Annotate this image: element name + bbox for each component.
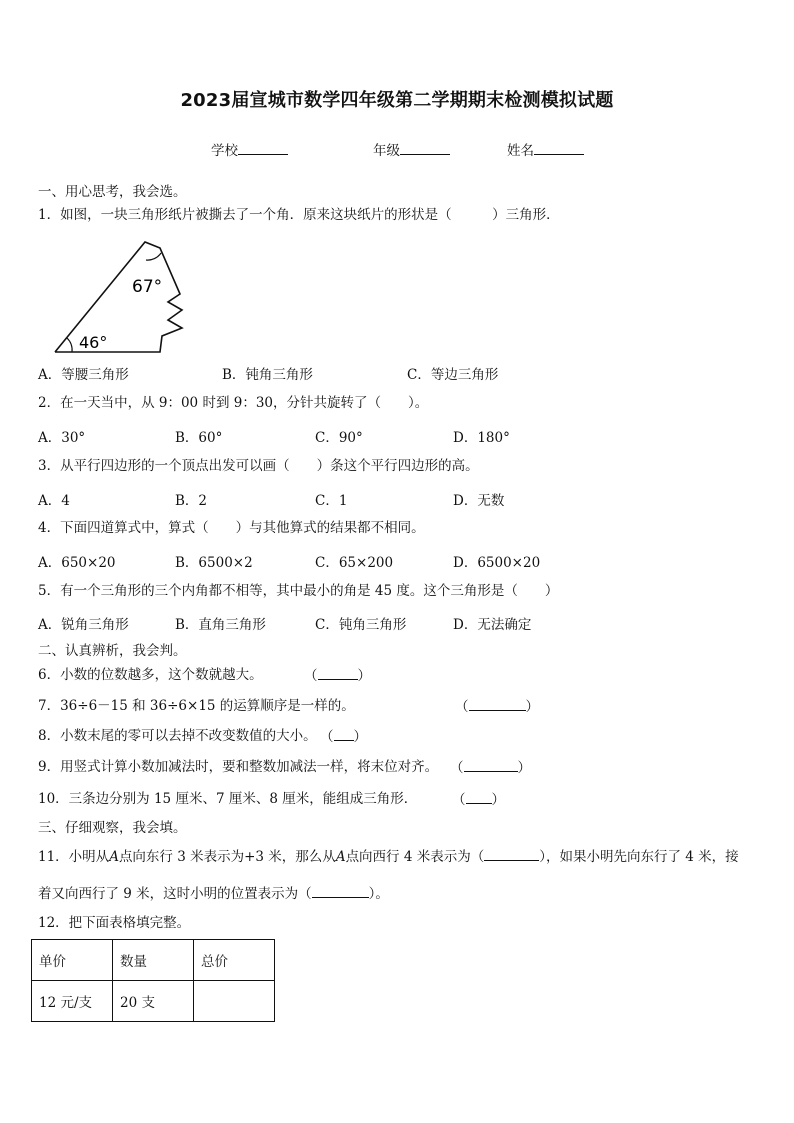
q6-bracket-open: （ xyxy=(304,668,318,684)
table-header-total: 总价 xyxy=(194,940,275,981)
q11-var-a-2: A xyxy=(335,849,346,865)
q2-option-c[interactable]: C．90° xyxy=(315,430,363,446)
grade-blank[interactable] xyxy=(400,141,450,155)
q10-answer[interactable] xyxy=(452,790,505,809)
q3-option-a[interactable]: A．4 xyxy=(38,493,70,509)
q6-answer[interactable] xyxy=(304,666,371,685)
q11-line2 xyxy=(38,884,389,903)
name-field xyxy=(507,141,584,160)
q11-text-5: 着又向西行了 9 米，这时小明的位置表示为（ xyxy=(38,886,312,902)
q1-option-a[interactable]: A．等腰三角形 xyxy=(38,367,129,383)
table-cell-quantity: 20 支 xyxy=(113,981,194,1022)
q3-option-c[interactable]: C．1 xyxy=(315,493,348,509)
q10-bracket-close: ） xyxy=(491,792,505,808)
q5-option-b[interactable]: B．直角三角形 xyxy=(175,617,266,633)
table-row xyxy=(32,981,275,1022)
q3-text: 3．从平行四边形的一个顶点出发可以画（ ）条这个平行四边形的高。 xyxy=(38,458,479,474)
angle-46-label: 46° xyxy=(79,333,108,352)
q11-blank-1[interactable] xyxy=(484,847,539,861)
table-header-quantity: 数量 xyxy=(113,940,194,981)
q9-bracket-open: （ xyxy=(450,760,464,776)
q1-option-b[interactable]: B．钝角三角形 xyxy=(222,367,313,383)
page-title: 2023届宣城市数学四年级第二学期期末检测模拟试题 xyxy=(180,90,614,111)
q7-blank[interactable] xyxy=(469,697,526,711)
q6-text: 6．小数的位数越多，这个数就越大。 xyxy=(38,667,263,683)
school-label: 学校 xyxy=(211,143,238,159)
section-2-heading: 二、认真辨析，我会判。 xyxy=(38,643,187,659)
q7-bracket-open: （ xyxy=(455,699,469,715)
q11-text-1: 11．小明从 xyxy=(38,849,110,865)
q2-option-d[interactable]: D．180° xyxy=(453,430,510,446)
q6-bracket-close: ） xyxy=(357,668,371,684)
q9-text: 9．用竖式计算小数加减法时，要和整数加减法一样，将末位对齐。 xyxy=(38,759,439,775)
q8-bracket-open: （ xyxy=(320,729,334,745)
q11-var-a-1: A xyxy=(109,849,119,865)
q3-option-b[interactable]: B．2 xyxy=(175,493,208,509)
q8-answer[interactable] xyxy=(320,727,367,746)
q8-bracket-close: ） xyxy=(353,729,367,745)
q9-bracket-close: ） xyxy=(517,760,531,776)
q11-text-3: 点向西行 4 米表示为（ xyxy=(345,849,485,865)
table-cell-unit-price: 12 元/支 xyxy=(32,981,113,1022)
q2-option-b[interactable]: B．60° xyxy=(175,430,223,446)
q7-text: 7．36÷6－15 和 36÷6×15 的运算顺序是一样的。 xyxy=(38,698,355,714)
q4-text: 4．下面四道算式中，算式（ ）与其他算式的结果都不相同。 xyxy=(38,520,425,536)
q10-text: 10．三条边分别为 15 厘米、7 厘米、8 厘米，能组成三角形． xyxy=(38,791,418,807)
q10-blank[interactable] xyxy=(466,790,492,804)
q2-text: 2．在一天当中，从 9：00 时到 9：30，分针共旋转了（ ）。 xyxy=(38,395,429,411)
q7-bracket-close: ） xyxy=(525,699,539,715)
q5-option-c[interactable]: C．钝角三角形 xyxy=(315,617,407,633)
name-blank[interactable] xyxy=(534,141,584,155)
table-header-row xyxy=(32,940,275,981)
grade-field xyxy=(373,141,450,160)
q5-text: 5．有一个三角形的三个内角都不相等，其中最小的角是 45 度。这个三角形是（ ） xyxy=(38,583,559,599)
q11-text-2: 点向东行 3 米表示为+3 米，那么从 xyxy=(118,849,336,865)
q7-answer[interactable] xyxy=(455,697,539,716)
q1-option-c[interactable]: C．等边三角形 xyxy=(407,367,499,383)
angle-67-label: 67° xyxy=(132,277,163,297)
school-field xyxy=(211,141,288,160)
q11-text-4: ），如果小明先向东行了 4 米，接 xyxy=(539,849,739,865)
q4-option-a[interactable]: A．650×20 xyxy=(38,555,116,571)
q4-option-b[interactable]: B．6500×2 xyxy=(175,555,253,571)
q6-blank[interactable] xyxy=(318,666,358,680)
q9-blank[interactable] xyxy=(464,758,518,772)
q12-table xyxy=(31,939,275,1022)
section-1-heading: 一、用心思考，我会选。 xyxy=(38,184,187,200)
q5-option-a[interactable]: A．锐角三角形 xyxy=(38,617,129,633)
grade-label: 年级 xyxy=(373,143,400,159)
section-3-heading: 三、仔细观察，我会填。 xyxy=(38,820,187,836)
q2-option-a[interactable]: A．30° xyxy=(38,430,86,446)
table-cell-total[interactable] xyxy=(194,981,275,1022)
q8-text: 8．小数末尾的零可以去掉不改变数值的大小。 xyxy=(38,728,317,744)
q10-bracket-open: （ xyxy=(452,792,466,808)
q11-line1 xyxy=(38,847,739,866)
q4-option-d[interactable]: D．6500×20 xyxy=(453,555,541,571)
q8-blank[interactable] xyxy=(334,727,354,741)
q5-option-d[interactable]: D．无法确定 xyxy=(453,617,532,633)
q9-answer[interactable] xyxy=(450,758,531,777)
torn-triangle-figure xyxy=(48,236,196,358)
q1-text: 1．如图，一块三角形纸片被撕去了一个角．原来这块纸片的形状是（ ）三角形． xyxy=(38,207,560,223)
table-header-unit-price: 单价 xyxy=(32,940,113,981)
q11-text-6: ）。 xyxy=(368,886,389,902)
q3-option-d[interactable]: D．无数 xyxy=(453,493,505,509)
q12-text: 12．把下面表格填完整。 xyxy=(38,915,191,931)
q11-blank-2[interactable] xyxy=(312,884,369,898)
name-label: 姓名 xyxy=(507,143,534,159)
school-blank[interactable] xyxy=(238,141,288,155)
q4-option-c[interactable]: C．65×200 xyxy=(315,555,394,571)
